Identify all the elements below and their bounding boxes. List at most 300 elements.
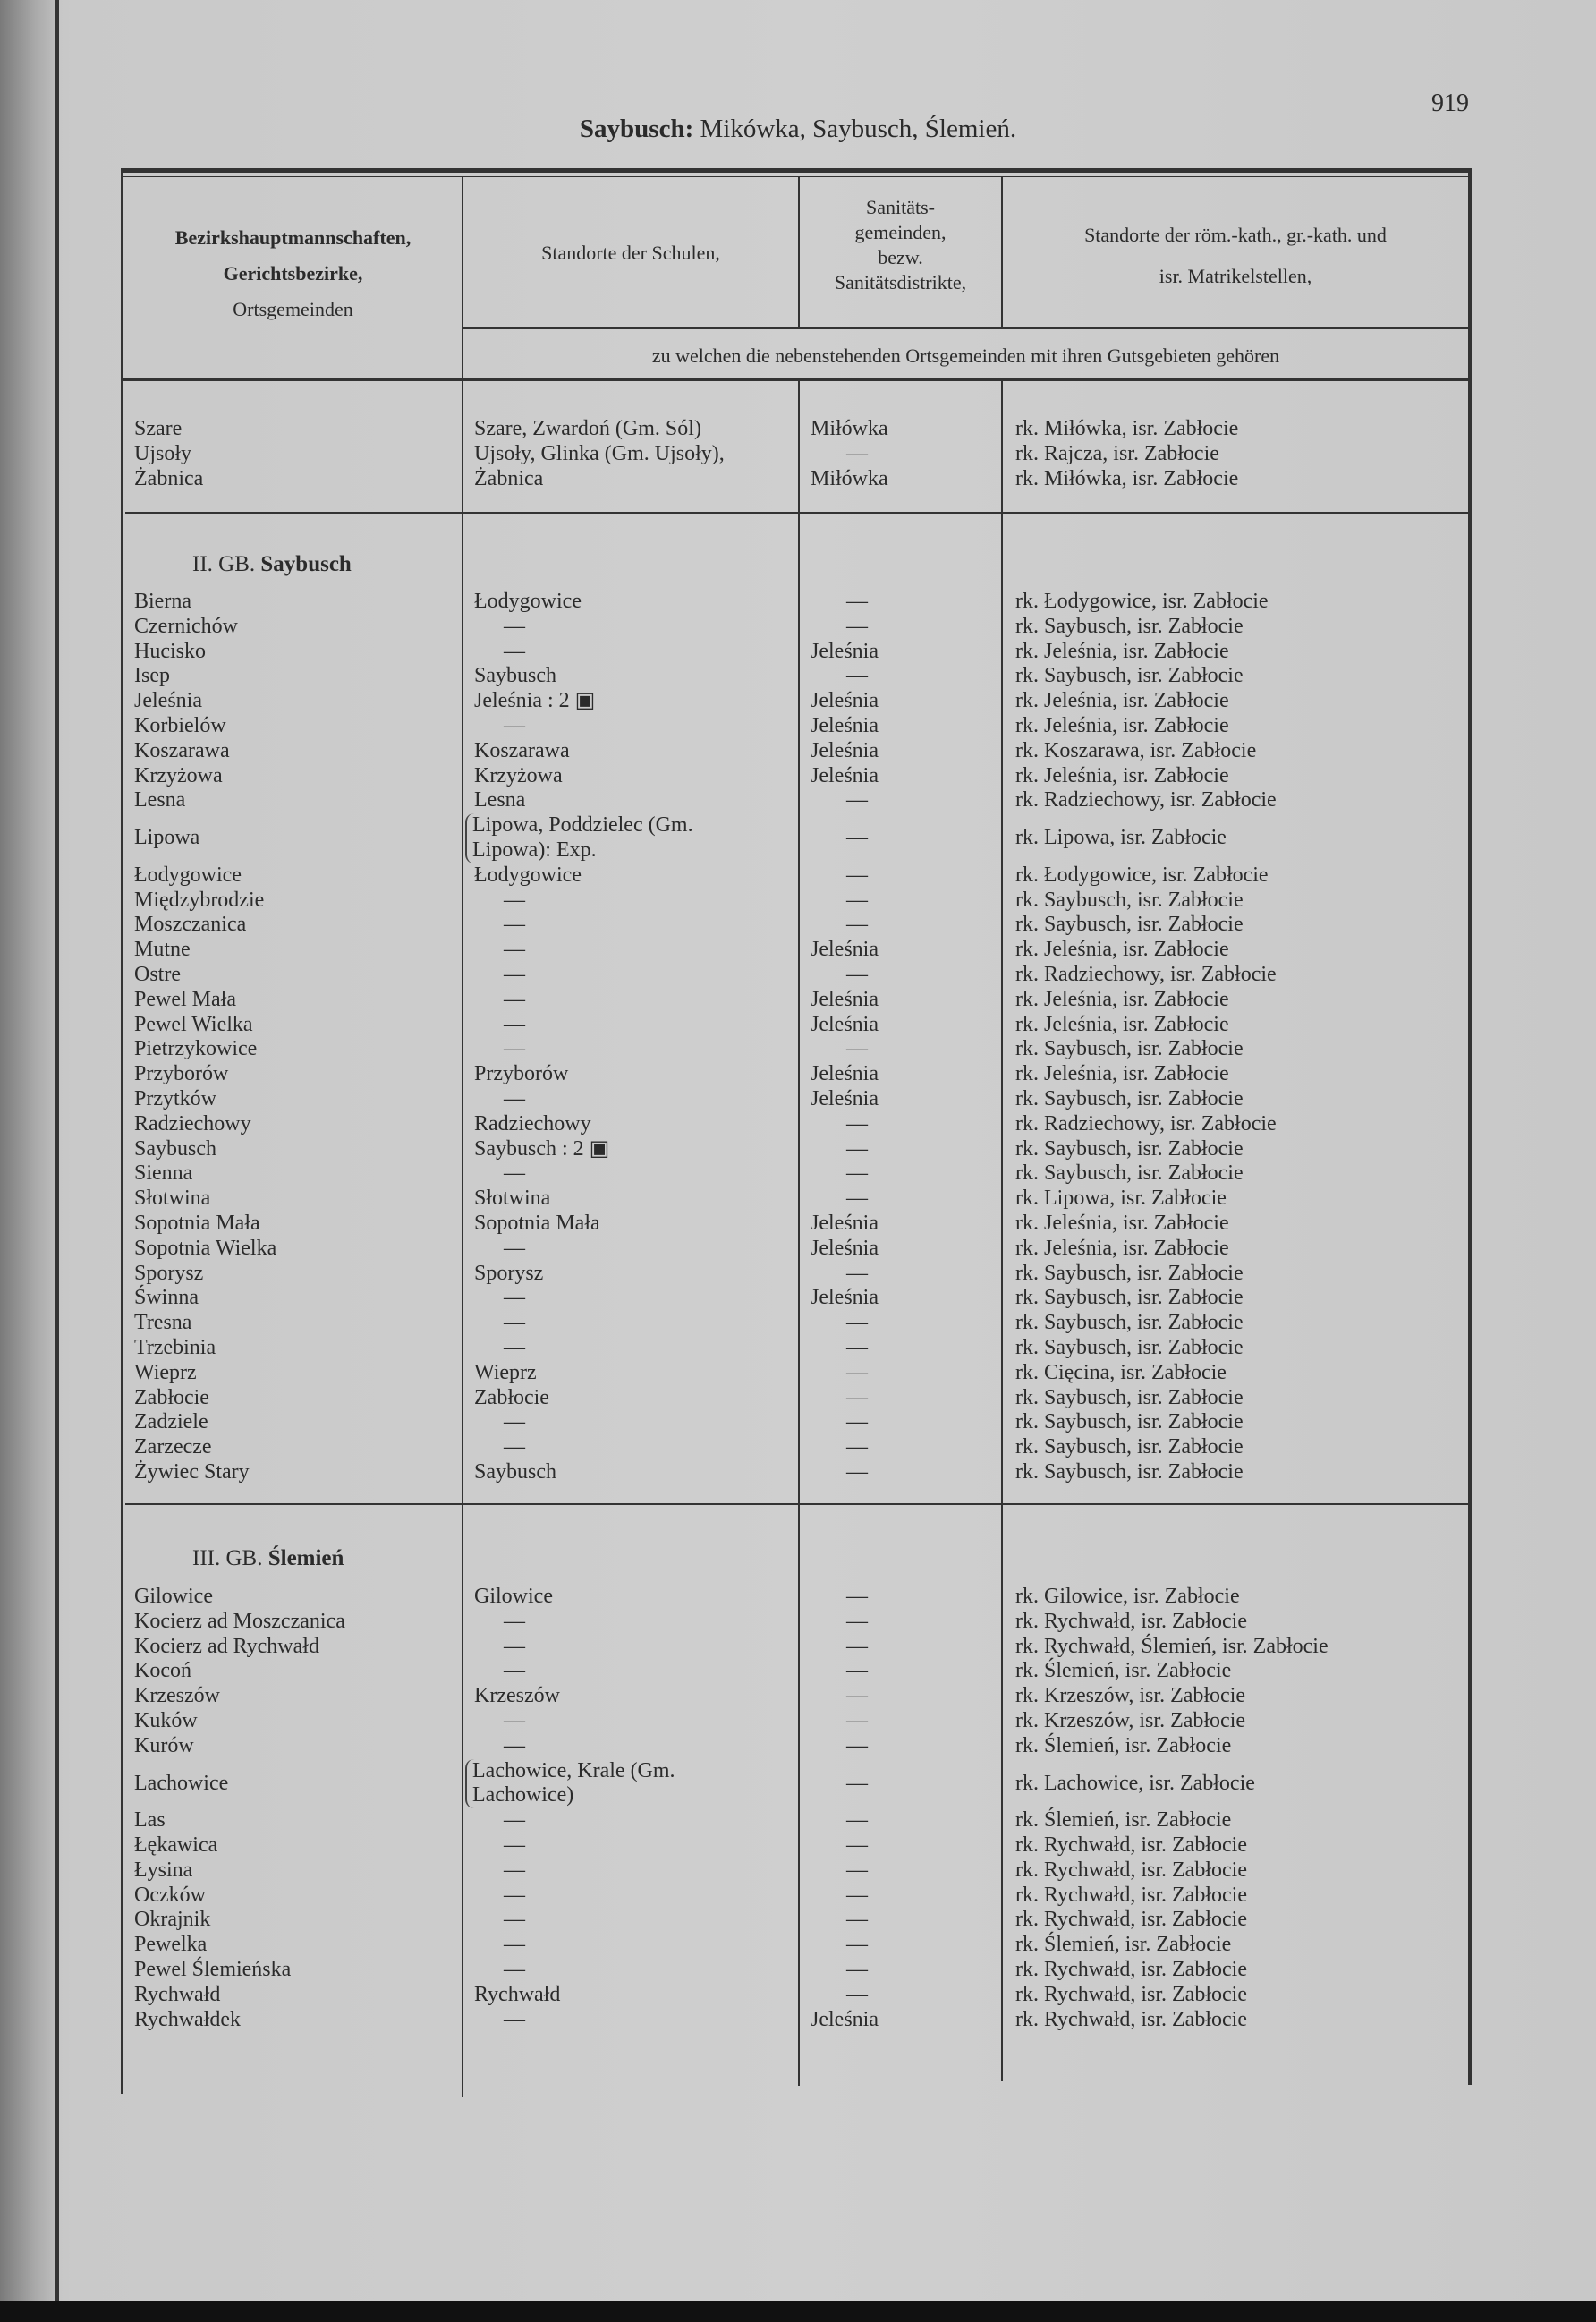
school-location-cell: — (504, 1161, 525, 1186)
registry-location-cell: rk. Gilowice, isr. Zabłocie (1015, 1585, 1240, 1608)
municipality-cell: Zarzecze (134, 1435, 212, 1459)
sanitary-district-cell: — (846, 1037, 868, 1061)
municipality-cell: Czernichów (134, 614, 238, 638)
table-row (0, 1410, 1596, 1435)
registry-location-cell: rk. Koszarawa, isr. Zabłocie (1015, 738, 1257, 762)
table-row (0, 640, 1596, 665)
school-location-cell: — (504, 1410, 525, 1434)
registry-location-cell: rk. Jeleśnia, isr. Zabłocie (1015, 763, 1229, 787)
registry-location-cell: rk. Saybusch, isr. Zabłocie (1015, 664, 1244, 688)
table-row (0, 1286, 1596, 1311)
municipality-cell: Pewel Ślemieńska (134, 1957, 292, 1981)
table-row (0, 739, 1596, 764)
sanitary-district-cell: — (846, 1410, 868, 1434)
header-col-registry-line2: isr. Matrikelstellen, (1159, 265, 1312, 287)
table-row (0, 1435, 1596, 1460)
school-location-cell: Łodygowice (474, 590, 582, 613)
table-row (0, 813, 1596, 863)
school-location-cell: — (504, 1634, 525, 1658)
table-row (0, 1734, 1596, 1759)
registry-location-cell: rk. Jeleśnia, isr. Zabłocie (1015, 1062, 1229, 1086)
municipality-cell: Saybusch (134, 1136, 216, 1161)
registry-location-cell: rk. Krzeszów, isr. Zabłocie (1015, 1684, 1246, 1708)
table-row (0, 1013, 1596, 1038)
sanitary-district-cell: Jeleśnia (811, 713, 879, 737)
municipality-cell: Pewel Wielka (134, 1012, 253, 1036)
sanitary-district-cell: — (846, 1360, 868, 1384)
municipality-cell: Kocierz ad Rychwałd (134, 1634, 319, 1658)
school-location-cell: — (504, 1012, 525, 1036)
header-col-sanitary-line3: bezw. (878, 246, 923, 268)
table-row (0, 938, 1596, 963)
table-row (0, 1037, 1596, 1062)
municipality-cell: Krzeszów (134, 1684, 220, 1708)
sanitary-district-cell: Jeleśnia (811, 2007, 879, 2031)
header-col-registry-line1: Standorte der röm.-kath., gr.-kath. und (1084, 224, 1387, 246)
school-location-cell: Lachowice, Krale (Gm. Lachowice) (465, 1759, 768, 1809)
registry-location-cell: rk. Miłówka, isr. Zabłocie (1015, 417, 1239, 440)
registry-location-cell: rk. Saybusch, isr. Zabłocie (1015, 1136, 1244, 1161)
municipality-cell: Sienna (134, 1161, 193, 1186)
sanitary-district-cell: — (846, 1459, 868, 1484)
page-title-district: Saybusch: (579, 115, 694, 143)
header-col-district-line1: Bezirkshauptmannschaften, (174, 226, 412, 249)
school-location-cell: — (504, 1286, 525, 1310)
table-row (0, 988, 1596, 1013)
sanitary-district-cell: — (846, 788, 868, 812)
municipality-cell: Zadziele (134, 1410, 208, 1434)
sanitary-district-cell: — (846, 888, 868, 912)
header-col-sanitary (800, 195, 1001, 295)
table-row (0, 1137, 1596, 1162)
sanitary-district-cell: — (846, 1311, 868, 1335)
registry-location-cell: rk. Rychwałd, isr. Zabłocie (1015, 1908, 1247, 1932)
registry-location-cell: rk. Saybusch, isr. Zabłocie (1015, 913, 1244, 937)
registry-location-cell: rk. Cięcina, isr. Zabłocie (1015, 1360, 1227, 1384)
page-title-places: Mikówka, Saybusch, Ślemień. (693, 115, 1017, 143)
municipality-cell: Sopotnia Wielka (134, 1236, 277, 1260)
sanitary-district-cell: — (846, 441, 868, 465)
table-row (0, 664, 1596, 689)
table-row (0, 1933, 1596, 1958)
registry-location-cell: rk. Saybusch, isr. Zabłocie (1015, 614, 1244, 638)
registry-location-cell: rk. Lipowa, isr. Zabłocie (1015, 826, 1227, 850)
registry-location-cell: rk. Ślemień, isr. Zabłocie (1015, 1933, 1232, 1957)
table-row (0, 1311, 1596, 1336)
table-row (0, 590, 1596, 615)
municipality-cell: Żabnica (134, 466, 204, 490)
registry-location-cell: rk. Radziechowy, isr. Zabłocie (1015, 962, 1277, 986)
school-location-cell: — (504, 1435, 525, 1459)
school-location-cell: — (504, 1733, 525, 1757)
table-row (0, 788, 1596, 813)
registry-location-cell: rk. Rychwałd, Ślemień, isr. Zabłocie (1015, 1634, 1329, 1658)
page-title (0, 115, 1596, 144)
school-location-cell: Lipowa, Poddzielec (Gm. Lipowa): Exp. (465, 813, 768, 863)
school-location-cell: Krzeszów (474, 1684, 560, 1708)
sanitary-district-cell: — (846, 1908, 868, 1932)
table-row (0, 1062, 1596, 1087)
municipality-cell: Gilowice (134, 1585, 213, 1608)
table-row (0, 1336, 1596, 1361)
table-row (0, 863, 1596, 889)
school-location-cell: Zabłocie (474, 1385, 549, 1409)
registry-location-cell: rk. Jeleśnia, isr. Zabłocie (1015, 1012, 1229, 1036)
registry-location-cell: rk. Rajcza, isr. Zabłocie (1015, 441, 1219, 465)
sanitary-district-cell: — (846, 1609, 868, 1633)
school-location-cell: — (504, 1335, 525, 1359)
school-location-cell: — (504, 1908, 525, 1932)
sanitary-district-cell: Jeleśnia (811, 689, 879, 713)
municipality-cell: Wieprz (134, 1360, 197, 1384)
registry-location-cell: rk. Rychwałd, isr. Zabłocie (1015, 2007, 1247, 2031)
registry-location-cell: rk. Jeleśnia, isr. Zabłocie (1015, 713, 1229, 737)
registry-location-cell: rk. Miłówka, isr. Zabłocie (1015, 466, 1239, 490)
sanitary-district-cell: — (846, 913, 868, 937)
sanitary-district-cell: — (846, 826, 868, 850)
table-row (0, 1833, 1596, 1858)
sanitary-district-cell: Jeleśnia (811, 938, 879, 962)
school-location-cell: — (504, 962, 525, 986)
scan-bottom-edge (0, 2301, 1596, 2322)
registry-location-cell: rk. Rychwałd, isr. Zabłocie (1015, 1982, 1247, 2006)
school-location-cell: Saybusch (474, 664, 556, 688)
sanitary-district-cell: — (846, 1161, 868, 1186)
table-row (0, 1187, 1596, 1212)
registry-location-cell: rk. Łodygowice, isr. Zabłocie (1015, 863, 1269, 887)
municipality-cell: Łękawica (134, 1833, 218, 1857)
municipality-cell: Pewelka (134, 1933, 208, 1957)
table-row (0, 615, 1596, 640)
table-row (0, 963, 1596, 988)
sanitary-district-cell: — (846, 1733, 868, 1757)
school-location-cell: — (504, 1311, 525, 1335)
sanitary-district-cell: — (846, 1136, 868, 1161)
section-heading-prefix: III. GB. (192, 1546, 268, 1570)
sanitary-district-cell: — (846, 863, 868, 887)
table-row (0, 889, 1596, 914)
school-location-cell: — (504, 1708, 525, 1732)
header-bottom-rule (121, 378, 1472, 381)
table-row (0, 1908, 1596, 1933)
school-location-cell: Krzyżowa (474, 763, 563, 787)
municipality-cell: Lesna (134, 788, 186, 812)
registry-location-cell: rk. Jeleśnia, isr. Zabłocie (1015, 1236, 1229, 1260)
sanitary-district-cell: Jeleśnia (811, 738, 879, 762)
registry-location-cell: rk. Radziechowy, isr. Zabłocie (1015, 788, 1277, 812)
header-col-registry (1003, 215, 1468, 297)
sanitary-district-cell: — (846, 1435, 868, 1459)
section-mikowka-rest (0, 417, 1596, 491)
table-row (0, 1983, 1596, 2008)
header-subheader: zu welchen die nebenstehenden Ortsgemeinden mit ihren Gutsgebieten gehören (651, 344, 1280, 367)
school-location-cell: — (504, 1086, 525, 1110)
table-row (0, 1659, 1596, 1684)
school-location-cell: — (504, 1858, 525, 1882)
municipality-cell: Słotwina (134, 1187, 211, 1211)
registry-location-cell: rk. Ślemień, isr. Zabłocie (1015, 1733, 1232, 1757)
school-location-cell: — (504, 1236, 525, 1260)
section-saybusch (0, 590, 1596, 1485)
school-location-cell: — (504, 1933, 525, 1957)
sanitary-district-cell: — (846, 1634, 868, 1658)
registry-location-cell: rk. Rychwałd, isr. Zabłocie (1015, 1833, 1247, 1857)
header-col-schools: Standorte der Schulen, (541, 242, 720, 264)
sanitary-district-cell: Jeleśnia (811, 1012, 879, 1036)
table-row (0, 1212, 1596, 1237)
registry-location-cell: rk. Saybusch, isr. Zabłocie (1015, 1459, 1244, 1484)
registry-location-cell: rk. Saybusch, isr. Zabłocie (1015, 1410, 1244, 1434)
school-location-cell: — (504, 713, 525, 737)
table-row (0, 1759, 1596, 1809)
school-location-cell: — (504, 1833, 525, 1857)
header-col-district-line2: Gerichtsbezirke, (223, 262, 363, 285)
sanitary-district-cell: — (846, 1957, 868, 1981)
sanitary-district-cell: — (846, 590, 868, 613)
sanitary-district-cell: Jeleśnia (811, 1236, 879, 1260)
sanitary-district-cell: — (846, 1335, 868, 1359)
table-row (0, 442, 1596, 467)
table-row (0, 1958, 1596, 1983)
municipality-cell: Las (134, 1808, 166, 1833)
municipality-cell: Zabłocie (134, 1385, 209, 1409)
sanitary-district-cell: — (846, 1858, 868, 1882)
registry-location-cell: rk. Saybusch, isr. Zabłocie (1015, 1435, 1244, 1459)
table-row (0, 1386, 1596, 1411)
table-row (0, 1858, 1596, 1884)
sanitary-district-cell: Jeleśnia (811, 1286, 879, 1310)
school-location-cell: — (504, 938, 525, 962)
school-location-cell: Rychwałd (474, 1982, 561, 2006)
table-row (0, 1161, 1596, 1187)
municipality-cell: Pietrzykowice (134, 1037, 258, 1061)
school-location-cell: Jeleśnia : 2 ▣ (474, 689, 596, 713)
section-heading-slemien (192, 1546, 344, 1571)
municipality-cell: Sopotnia Mała (134, 1211, 260, 1235)
municipality-cell: Rychwałdek (134, 2007, 242, 2031)
registry-location-cell: rk. Saybusch, isr. Zabłocie (1015, 1311, 1244, 1335)
registry-location-cell: rk. Jeleśnia, isr. Zabłocie (1015, 938, 1229, 962)
school-location-cell: Koszarawa (474, 738, 570, 762)
school-location-cell: Przyborów (474, 1062, 569, 1086)
table-top-rule (121, 168, 1472, 173)
sanitary-district-cell: — (846, 1261, 868, 1285)
municipality-cell: Isep (134, 664, 170, 688)
municipality-cell: Łysina (134, 1858, 193, 1882)
table-row (0, 417, 1596, 442)
school-location-cell: — (504, 1808, 525, 1833)
sanitary-district-cell: — (846, 1982, 868, 2006)
sanitary-district-cell: — (846, 1833, 868, 1857)
registry-location-cell: rk. Saybusch, isr. Zabłocie (1015, 1385, 1244, 1409)
municipality-cell: Międzybrodzie (134, 888, 265, 912)
school-location-cell: Szare, Zwardoń (Gm. Sól) (474, 417, 701, 440)
header-mid-rule (463, 327, 1472, 329)
municipality-cell: Pewel Mała (134, 987, 236, 1011)
table-row (0, 913, 1596, 938)
table-row (0, 1237, 1596, 1262)
school-location-cell: Radziechowy (474, 1111, 591, 1135)
municipality-cell: Okrajnik (134, 1908, 211, 1932)
section-heading-saybusch (192, 552, 352, 577)
school-location-cell: Saybusch (474, 1459, 556, 1484)
registry-location-cell: rk. Saybusch, isr. Zabłocie (1015, 1261, 1244, 1285)
school-location-cell: — (504, 614, 525, 638)
sanitary-district-cell: Jeleśnia (811, 1211, 879, 1235)
school-location-cell: Ujsoły, Glinka (Gm. Ujsoły), (474, 441, 725, 465)
municipality-cell: Ujsoły (134, 441, 192, 465)
municipality-cell: Kocoń (134, 1659, 191, 1683)
school-location-cell: — (504, 913, 525, 937)
registry-location-cell: rk. Saybusch, isr. Zabłocie (1015, 1335, 1244, 1359)
municipality-cell: Hucisko (134, 639, 206, 663)
section-heading-prefix: II. GB. (192, 552, 261, 576)
sanitary-district-cell: Jeleśnia (811, 639, 879, 663)
registry-location-cell: rk. Jeleśnia, isr. Zabłocie (1015, 987, 1229, 1011)
sanitary-district-cell: — (846, 1808, 868, 1833)
sanitary-district-cell: Jeleśnia (811, 1062, 879, 1086)
municipality-cell: Trzebinia (134, 1335, 216, 1359)
registry-location-cell: rk. Saybusch, isr. Zabłocie (1015, 1161, 1244, 1186)
municipality-cell: Korbielów (134, 713, 226, 737)
registry-location-cell: rk. Rychwałd, isr. Zabłocie (1015, 1883, 1247, 1907)
municipality-cell: Tresna (134, 1311, 192, 1335)
school-location-cell: Gilowice (474, 1585, 553, 1608)
header-col-district (125, 220, 461, 327)
municipality-cell: Lachowice (134, 1771, 229, 1795)
registry-location-cell: rk. Saybusch, isr. Zabłocie (1015, 1286, 1244, 1310)
table-row (0, 1361, 1596, 1386)
municipality-cell: Radziechowy (134, 1111, 251, 1135)
sanitary-district-cell: Jeleśnia (811, 763, 879, 787)
table-row (0, 1585, 1596, 1610)
school-location-cell: — (504, 1609, 525, 1633)
sanitary-district-cell: Miłówka (811, 417, 888, 440)
municipality-cell: Kuków (134, 1708, 198, 1732)
table-row (0, 2008, 1596, 2033)
school-location-cell: — (504, 2007, 525, 2031)
table-top-rule-thin (121, 176, 1472, 177)
section-heading-name: Ślemień (267, 1546, 344, 1570)
school-location-cell: Łodygowice (474, 863, 582, 887)
school-location-cell: — (504, 987, 525, 1011)
table-row (0, 1684, 1596, 1709)
school-location-cell: Wieprz (474, 1360, 537, 1384)
school-location-cell: Saybusch : 2 ▣ (474, 1136, 610, 1161)
school-location-cell: — (504, 1037, 525, 1061)
section-heading-name: Saybusch (260, 552, 352, 576)
municipality-cell: Mutne (134, 938, 191, 962)
table-row (0, 467, 1596, 492)
sanitary-district-cell: — (846, 1111, 868, 1135)
school-location-cell: — (504, 1883, 525, 1907)
table-row (0, 1635, 1596, 1660)
section-slemien (0, 1585, 1596, 2032)
sanitary-district-cell: — (846, 1771, 868, 1795)
registry-location-cell: rk. Lachowice, isr. Zabłocie (1015, 1771, 1255, 1795)
header-col-sanitary-line4: Sanitätsdistrikte, (834, 271, 967, 293)
registry-location-cell: rk. Rychwałd, isr. Zabłocie (1015, 1609, 1247, 1633)
table-row (0, 1610, 1596, 1635)
table-row (0, 1808, 1596, 1833)
school-location-cell: Żabnica (474, 466, 544, 490)
sanitary-district-cell: Miłówka (811, 466, 888, 490)
municipality-cell: Kurów (134, 1733, 194, 1757)
municipality-cell: Moszczanica (134, 913, 247, 937)
municipality-cell: Jeleśnia (134, 689, 202, 713)
sanitary-district-cell: Jeleśnia (811, 987, 879, 1011)
header-col-sanitary-line2: gemeinden, (854, 221, 947, 243)
table-row (0, 689, 1596, 714)
municipality-cell: Łodygowice (134, 863, 242, 887)
sanitary-district-cell: — (846, 614, 868, 638)
municipality-cell: Przyborów (134, 1062, 229, 1086)
municipality-cell: Sporysz (134, 1261, 204, 1285)
registry-location-cell: rk. Saybusch, isr. Zabłocie (1015, 1086, 1244, 1110)
school-location-cell: — (504, 1957, 525, 1981)
registry-location-cell: rk. Łodygowice, isr. Zabłocie (1015, 590, 1269, 613)
table-row (0, 714, 1596, 739)
table-row (0, 1087, 1596, 1112)
registry-location-cell: rk. Saybusch, isr. Zabłocie (1015, 888, 1244, 912)
municipality-cell: Żywiec Stary (134, 1459, 250, 1484)
school-location-cell: — (504, 1659, 525, 1683)
school-location-cell: — (504, 639, 525, 663)
table-row (0, 1709, 1596, 1734)
municipality-cell: Oczków (134, 1883, 206, 1907)
municipality-cell: Świnna (134, 1286, 199, 1310)
municipality-cell: Przytków (134, 1086, 216, 1110)
school-location-cell: — (504, 888, 525, 912)
sanitary-district-cell: — (846, 1933, 868, 1957)
registry-location-cell: rk. Ślemień, isr. Zabłocie (1015, 1659, 1232, 1683)
sanitary-district-cell: — (846, 962, 868, 986)
sanitary-district-cell: — (846, 664, 868, 688)
municipality-cell: Lipowa (134, 826, 200, 850)
school-location-cell: Sopotnia Mała (474, 1211, 600, 1235)
registry-location-cell: rk. Rychwałd, isr. Zabłocie (1015, 1957, 1247, 1981)
municipality-cell: Bierna (134, 590, 191, 613)
registry-location-cell: rk. Jeleśnia, isr. Zabłocie (1015, 1211, 1229, 1235)
sanitary-district-cell: — (846, 1684, 868, 1708)
municipality-cell: Szare (134, 417, 183, 440)
registry-location-cell: rk. Saybusch, isr. Zabłocie (1015, 1037, 1244, 1061)
sanitary-district-cell: — (846, 1187, 868, 1211)
school-location-cell: Lesna (474, 788, 526, 812)
municipality-cell: Koszarawa (134, 738, 230, 762)
municipality-cell: Ostre (134, 962, 181, 986)
registry-location-cell: rk. Radziechowy, isr. Zabłocie (1015, 1111, 1277, 1135)
registry-location-cell: rk. Krzeszów, isr. Zabłocie (1015, 1708, 1246, 1732)
sanitary-district-cell: — (846, 1708, 868, 1732)
registry-location-cell: rk. Jeleśnia, isr. Zabłocie (1015, 689, 1229, 713)
sanitary-district-cell: — (846, 1385, 868, 1409)
sanitary-district-cell: — (846, 1585, 868, 1608)
registry-location-cell: rk. Ślemień, isr. Zabłocie (1015, 1808, 1232, 1833)
table-row (0, 1884, 1596, 1909)
sanitary-district-cell: — (846, 1659, 868, 1683)
registry-location-cell: rk. Rychwałd, isr. Zabłocie (1015, 1858, 1247, 1882)
page-number: 919 (1431, 89, 1469, 117)
municipality-cell: Krzyżowa (134, 763, 223, 787)
registry-location-cell: rk. Lipowa, isr. Zabłocie (1015, 1187, 1227, 1211)
table-row (0, 1112, 1596, 1137)
table-row (0, 1262, 1596, 1287)
table-row (0, 1460, 1596, 1485)
school-location-cell: Słotwina (474, 1187, 551, 1211)
registry-location-cell: rk. Jeleśnia, isr. Zabłocie (1015, 639, 1229, 663)
municipality-cell: Rychwałd (134, 1982, 221, 2006)
